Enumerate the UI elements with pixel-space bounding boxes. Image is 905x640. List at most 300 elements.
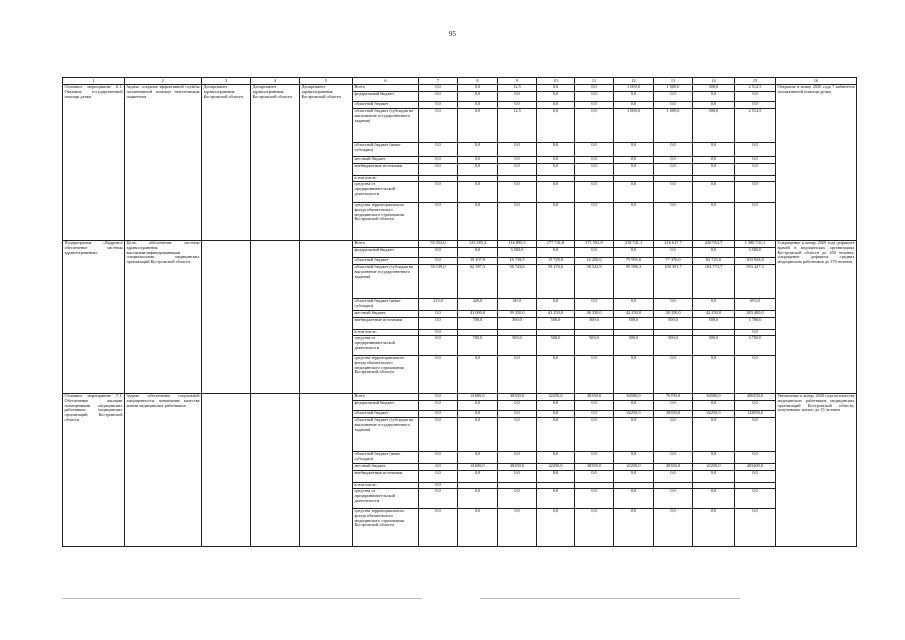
year-amount-cell: 0,0: [654, 248, 693, 258]
table-row: [63, 394, 857, 401]
year-amount-cell: 0,0: [575, 299, 614, 311]
year-amount-cell: 0,0: [537, 418, 575, 452]
total-amount-cell: 0,0: [735, 489, 776, 509]
funding-source-cell: в том числе:: [353, 483, 419, 489]
year-amount-cell: 0,0: [537, 489, 575, 509]
funding-source-cell: федеральный бюджет: [353, 248, 419, 258]
year-amount-cell: 0,0: [419, 143, 458, 157]
year-amount-cell: 0,0: [537, 356, 575, 394]
year-amount-cell: 0,0: [458, 85, 498, 92]
year-amount-cell: 0,0: [419, 203, 458, 241]
year-amount-cell: 1 000,0: [654, 109, 693, 143]
funding-source-cell: Всего: [353, 394, 419, 401]
year-amount-cell: 0,0: [693, 452, 735, 464]
year-amount-cell: 500,0: [693, 318, 735, 330]
year-amount-cell: 15 729,9: [537, 258, 575, 265]
year-amount-cell: 0,0: [575, 203, 614, 241]
funding-source-cell: федеральный бюджет: [353, 401, 419, 411]
year-amount-cell: 0,0: [419, 330, 458, 336]
year-amount-cell: 0,0: [537, 102, 575, 109]
year-amount-cell: 0,0: [419, 336, 458, 356]
year-amount-cell: 0,0: [575, 92, 614, 102]
year-amount-cell: 0,0: [498, 92, 537, 102]
year-amount-cell: 0,0: [575, 102, 614, 109]
year-amount-cell: 0,0: [498, 164, 537, 176]
year-amount-cell: 42 250,0: [693, 311, 735, 318]
year-amount-cell: 0,0: [654, 356, 693, 394]
year-amount-cell: 0,0: [614, 299, 654, 311]
year-amount-cell: 42 250,0: [614, 311, 654, 318]
year-amount-cell: 0,0: [458, 157, 498, 164]
year-amount-cell: 0,0: [419, 92, 458, 102]
year-amount-cell: 12,5: [498, 109, 537, 143]
total-amount-cell: 303 923,8: [735, 258, 776, 265]
funding-source-cell: областной бюджет (иные субсидии): [353, 452, 419, 464]
year-amount-cell: 500,0: [498, 318, 537, 330]
year-amount-cell: 0,0: [693, 92, 735, 102]
year-amount-cell: 0,0: [693, 248, 735, 258]
year-amount-cell: 0,0: [458, 411, 498, 418]
column-number: 2: [125, 78, 202, 85]
year-amount-cell: 55 139,0: [419, 265, 458, 299]
year-amount-cell: 75 995,0: [614, 258, 654, 265]
year-amount-cell: 38350,0: [654, 411, 693, 418]
responsible-executor-cell: [202, 241, 251, 394]
year-amount-cell: 700,0: [458, 336, 498, 356]
expected-result-cell: Увеличение к концу 2020 года количества медицинских работников медицинских организаций Костромской области, получивших жилье, до 15 человек: [776, 394, 857, 547]
year-amount-cell: 0,0: [458, 109, 498, 143]
year-amount-cell: 0,0: [654, 401, 693, 411]
year-amount-cell: 0,0: [575, 164, 614, 176]
year-amount-cell: 0,0: [693, 143, 735, 157]
year-amount-cell: 0,0: [458, 102, 498, 109]
year-amount-cell: 0,0: [693, 489, 735, 509]
year-amount-cell: 500,0: [614, 318, 654, 330]
measure-name-cell: Основное мероприятие 6.1. Оказание государственной помощи детям: [63, 85, 125, 241]
year-amount-cell: 0,0: [419, 483, 458, 489]
year-amount-cell: 0,0: [614, 356, 654, 394]
year-amount-cell: 0,0: [654, 203, 693, 241]
co-executor-cell: [251, 394, 300, 547]
year-amount-cell: 38 350,0: [654, 311, 693, 318]
year-amount-cell: 0,0: [458, 489, 498, 509]
year-amount-cell: 0,0: [614, 92, 654, 102]
year-amount-cell: 123 385,3: [458, 241, 498, 248]
total-amount-cell: 3 700,0: [735, 336, 776, 356]
total-amount-cell: 693,0: [735, 299, 776, 311]
year-amount-cell: 500,0: [693, 85, 735, 92]
year-amount-cell: 500,0: [654, 318, 693, 330]
year-amount-cell: 0,0: [537, 401, 575, 411]
year-amount-cell: 82 725,0: [693, 258, 735, 265]
year-amount-cell: 0,0: [614, 452, 654, 464]
total-amount-cell: 0,0: [735, 92, 776, 102]
table-row: [63, 241, 857, 248]
funding-source-cell: местный бюджет: [353, 464, 419, 471]
year-amount-cell: 100 391,7: [654, 265, 693, 299]
year-amount-cell: 0,0: [419, 109, 458, 143]
year-amount-cell: 12,5: [498, 85, 537, 92]
year-amount-cell: 0,0: [575, 489, 614, 509]
funding-source-cell: Всего: [353, 85, 419, 92]
year-amount-cell: 500,0: [654, 336, 693, 356]
year-amount-cell: 0,0: [693, 102, 735, 109]
year-amount-cell: 0,0: [498, 452, 537, 464]
column-number: 12: [614, 78, 654, 85]
table-row: [63, 85, 857, 92]
year-amount-cell: 230 954,7: [693, 241, 735, 248]
year-amount-cell: 171 592,9: [575, 241, 614, 248]
year-amount-cell: 0,0: [498, 157, 537, 164]
year-amount-cell: 0,0: [693, 356, 735, 394]
year-amount-cell: 420,0: [458, 299, 498, 311]
year-amount-cell: 0,0: [654, 452, 693, 464]
year-amount-cell: 0,0: [537, 299, 575, 311]
funding-source-cell: средства от предпринимательской деятельности: [353, 336, 419, 356]
column-number: 9: [498, 78, 537, 85]
total-amount-cell: 122850,0: [735, 411, 776, 418]
column-number: 3: [202, 78, 251, 85]
year-amount-cell: 0,0: [458, 509, 498, 547]
total-amount-cell: 406250,0: [735, 394, 776, 401]
year-amount-cell: 42250,0: [614, 411, 654, 418]
column-number: 1: [63, 78, 125, 85]
total-amount-cell: 0,0: [735, 203, 776, 241]
year-amount-cell: 0,0: [498, 411, 537, 418]
year-amount-cell: 0,0: [458, 471, 498, 483]
total-amount-cell: 0,0: [735, 418, 776, 452]
year-amount-cell: 216 617,7: [654, 241, 693, 248]
column-number: 16: [776, 78, 857, 85]
funding-source-cell: областной бюджет (субсидия на выполнение государственного задания): [353, 418, 419, 452]
year-amount-cell: 500,0: [575, 318, 614, 330]
year-amount-cell: 56 743,6: [498, 265, 537, 299]
funding-source-cell: местный бюджет: [353, 157, 419, 164]
year-amount-cell: 0,0: [498, 143, 537, 157]
year-amount-cell: 0,0: [419, 411, 458, 418]
year-amount-cell: 0,0: [419, 102, 458, 109]
funding-source-cell: областной бюджет (иные субсидии): [353, 143, 419, 157]
year-amount-cell: 0,0: [537, 143, 575, 157]
funding-source-cell: средства от предпринимательской деятельности: [353, 182, 419, 203]
funding-source-cell: областной бюджет: [353, 102, 419, 109]
table-body: [63, 85, 857, 547]
column-number: 7: [419, 78, 458, 85]
year-amount-cell: 0,0: [458, 92, 498, 102]
funding-source-cell: средства территориального фонда обязательного медицинского страхования Костромской области: [353, 203, 419, 241]
year-amount-cell: 38350,0: [654, 464, 693, 471]
year-amount-cell: 38 350,0: [575, 311, 614, 318]
total-amount-cell: 0,0: [735, 509, 776, 547]
year-amount-cell: 0,0: [575, 143, 614, 157]
year-amount-cell: 0,0: [537, 85, 575, 92]
year-amount-cell: 0,0: [575, 109, 614, 143]
total-amount-cell: 2 512,5: [735, 109, 776, 143]
year-amount-cell: 0,0: [537, 182, 575, 203]
total-amount-cell: 0,0: [735, 401, 776, 411]
column-number: 13: [654, 78, 693, 85]
year-amount-cell: 0,0: [575, 411, 614, 418]
total-amount-cell: 283400,0: [735, 464, 776, 471]
year-amount-cell: 0,0: [419, 509, 458, 547]
total-amount-cell: 0,0: [735, 452, 776, 464]
co-executor-cell: Департамент здравоохранения Костромской области: [251, 85, 300, 241]
year-amount-cell: 0,0: [537, 509, 575, 547]
year-amount-cell: 0,0: [537, 452, 575, 464]
year-amount-cell: 500,0: [537, 318, 575, 330]
participant-cell: Департамент здравоохранения Костромской области: [300, 85, 353, 241]
total-amount-cell: 2 512,5: [735, 85, 776, 92]
year-amount-cell: 0,0: [614, 471, 654, 483]
total-amount-cell: 593 427,3: [735, 265, 776, 299]
column-number: 8: [458, 78, 498, 85]
year-amount-cell: 0,0: [614, 248, 654, 258]
year-amount-cell: 500,0: [498, 336, 537, 356]
measure-goal-cell: Задача: создание эффективной службы паллиативной помощи неизлечимым пациентам: [125, 85, 202, 241]
year-amount-cell: 0,0: [693, 509, 735, 547]
year-amount-cell: 0,0: [458, 248, 498, 258]
year-amount-cell: 42250,0: [693, 411, 735, 418]
year-amount-cell: 0,0: [693, 418, 735, 452]
year-amount-cell: 0,0: [419, 164, 458, 176]
year-amount-cell: 55 352,0: [419, 241, 458, 248]
year-amount-cell: 77 376,0: [654, 258, 693, 265]
year-amount-cell: 41 000,0: [458, 311, 498, 318]
year-amount-cell: 0,0: [458, 143, 498, 157]
year-amount-cell: 41600,0: [458, 394, 498, 401]
year-amount-cell: 218 741,1: [614, 241, 654, 248]
year-amount-cell: 19 107,9: [458, 258, 498, 265]
year-amount-cell: 0,0: [537, 157, 575, 164]
year-amount-cell: 0,0: [693, 299, 735, 311]
column-number: 11: [575, 78, 614, 85]
year-amount-cell: 0,0: [458, 356, 498, 394]
year-amount-cell: 1 000,0: [654, 85, 693, 92]
year-amount-cell: 1 000,0: [614, 109, 654, 143]
year-amount-cell: 0,0: [614, 203, 654, 241]
expected-result-cell: Открытие в конце 2020 года 7 кабинетов паллиативной помощи детям: [776, 85, 857, 241]
year-amount-cell: 500,0: [693, 336, 735, 356]
year-amount-cell: 41600,0: [458, 464, 498, 471]
year-amount-cell: 42250,0: [537, 464, 575, 471]
year-amount-cell: 0,0: [537, 164, 575, 176]
year-amount-cell: 0,0: [498, 471, 537, 483]
year-amount-cell: 41 250,0: [537, 311, 575, 318]
year-amount-cell: 0,0: [419, 248, 458, 258]
year-amount-cell: 0,0: [458, 203, 498, 241]
funding-source-cell: средства территориального фонда обязательного медицинского страхования Костромской области: [353, 509, 419, 547]
year-amount-cell: 59 270,6: [537, 265, 575, 299]
year-amount-cell: 0,0: [575, 401, 614, 411]
year-amount-cell: 60,0: [498, 299, 537, 311]
year-amount-cell: 1 000,0: [614, 85, 654, 92]
year-amount-cell: 0,0: [419, 464, 458, 471]
year-amount-cell: 0,0: [575, 452, 614, 464]
funding-source-cell: областной бюджет (иные субсидии): [353, 299, 419, 311]
measure-goal-cell: Задача: обеспечение социальной защищенности, повышение качества жизни медицинских работников: [125, 394, 202, 547]
year-amount-cell: 84500,0: [614, 394, 654, 401]
column-number-row: [63, 78, 857, 85]
year-amount-cell: 84500,0: [693, 394, 735, 401]
year-amount-cell: 95 996,3: [614, 265, 654, 299]
funding-source-cell: федеральный бюджет: [353, 92, 419, 102]
year-amount-cell: 0,0: [575, 356, 614, 394]
funding-source-cell: областной бюджет (субсидия на выполнение государственного задания): [353, 109, 419, 143]
year-amount-cell: 0,0: [614, 489, 654, 509]
funding-source-cell: областной бюджет: [353, 411, 419, 418]
year-amount-cell: 0,0: [575, 85, 614, 92]
year-amount-cell: 0,0: [575, 248, 614, 258]
year-amount-cell: 0,0: [575, 182, 614, 203]
year-amount-cell: 42250,0: [693, 464, 735, 471]
year-amount-cell: 38350,0: [575, 394, 614, 401]
year-amount-cell: 0,0: [693, 182, 735, 203]
year-amount-cell: 0,0: [498, 401, 537, 411]
funding-source-cell: внебюджетные источники: [353, 164, 419, 176]
scan-artifact: [480, 598, 740, 599]
year-amount-cell: 42250,0: [537, 394, 575, 401]
year-amount-cell: 0,0: [614, 401, 654, 411]
year-amount-cell: 0,0: [654, 509, 693, 547]
year-amount-cell: 0,0: [458, 452, 498, 464]
year-amount-cell: 0,0: [614, 143, 654, 157]
expected-result-cell: Сокращение к концу 2020 года дефицита врачей в медицинских организациях Костромской области до 450 человек, сокращение дефицита средних медицинских работников до 370 человек: [776, 241, 857, 394]
year-amount-cell: 0,0: [654, 489, 693, 509]
column-number: 5: [300, 78, 353, 85]
year-amount-cell: 700,0: [458, 318, 498, 330]
measure-name-cell: Подпрограмма «Кадровое обеспечение системы здравоохранения»: [63, 241, 125, 394]
funding-source-cell: Всего: [353, 241, 419, 248]
year-amount-cell: 62 587,3: [458, 265, 498, 299]
year-amount-cell: 0,0: [693, 203, 735, 241]
year-amount-cell: 0,0: [654, 299, 693, 311]
year-amount-cell: 3 500,0: [498, 248, 537, 258]
total-amount-cell: 3 500,0: [735, 248, 776, 258]
year-amount-cell: 0,0: [537, 109, 575, 143]
year-amount-cell: 0,0: [419, 85, 458, 92]
year-amount-cell: 500,0: [693, 109, 735, 143]
year-amount-cell: 0,0: [654, 157, 693, 164]
measure-name-cell: Основное мероприятие 7.1. Обеспечение жилыми помещениями медицинских работников медицинских организаций Костромской области: [63, 394, 125, 547]
year-amount-cell: 0,0: [614, 157, 654, 164]
year-amount-cell: 0,0: [693, 401, 735, 411]
year-amount-cell: 0,0: [537, 92, 575, 102]
year-amount-cell: 0,0: [498, 356, 537, 394]
column-number: 10: [537, 78, 575, 85]
year-amount-cell: 0,0: [498, 203, 537, 241]
year-amount-cell: 0,0: [537, 248, 575, 258]
year-amount-cell: 0,0: [654, 92, 693, 102]
year-amount-cell: 0,0: [498, 489, 537, 509]
year-amount-cell: 0,0: [419, 318, 458, 330]
funding-source-cell: областной бюджет: [353, 258, 419, 265]
year-amount-cell: 38350,0: [575, 464, 614, 471]
year-amount-cell: 0,0: [614, 182, 654, 203]
year-amount-cell: 0,0: [614, 509, 654, 547]
funding-source-cell: внебюджетные источники: [353, 471, 419, 483]
year-amount-cell: 0,0: [654, 102, 693, 109]
year-amount-cell: 0,0: [419, 471, 458, 483]
year-amount-cell: 0,0: [419, 418, 458, 452]
year-amount-cell: 0,0: [614, 164, 654, 176]
responsible-executor-cell: [202, 394, 251, 547]
year-amount-cell: 0,0: [575, 471, 614, 483]
year-amount-cell: 0,0: [537, 411, 575, 418]
year-amount-cell: 39 350,0: [498, 311, 537, 318]
total-amount-cell: 0,0: [735, 143, 776, 157]
year-amount-cell: 0,0: [654, 164, 693, 176]
total-amount-cell: 3 700,0: [735, 318, 776, 330]
year-amount-cell: 0,0: [458, 182, 498, 203]
column-number: 4: [251, 78, 300, 85]
funding-source-cell: средства территориального фонда обязательного медицинского страхования Костромской области: [353, 356, 419, 394]
column-number: 15: [735, 78, 776, 85]
funding-source-cell: внебюджетные источники: [353, 318, 419, 330]
responsible-executor-cell: Департамент здравоохранения Костромской области: [202, 85, 251, 241]
year-amount-cell: 38350,0: [498, 464, 537, 471]
year-amount-cell: 213,0: [419, 299, 458, 311]
year-amount-cell: 42250,0: [614, 464, 654, 471]
year-amount-cell: 0,0: [537, 203, 575, 241]
year-amount-cell: 0,0: [537, 471, 575, 483]
funding-source-cell: в том числе:: [353, 330, 419, 336]
column-number: 6: [353, 78, 419, 85]
year-amount-cell: 0,0: [575, 418, 614, 452]
year-amount-cell: 0,0: [614, 418, 654, 452]
year-amount-cell: 0,0: [693, 164, 735, 176]
year-amount-cell: 76700,0: [654, 394, 693, 401]
year-amount-cell: 0,0: [693, 471, 735, 483]
program-funding-table: [62, 77, 857, 547]
year-amount-cell: 0,0: [419, 258, 458, 265]
year-amount-cell: 0,0: [419, 489, 458, 509]
year-amount-cell: 16 250,0: [575, 258, 614, 265]
funding-source-cell: местный бюджет: [353, 311, 419, 318]
year-amount-cell: 0,0: [458, 164, 498, 176]
measure-goal-cell: Цель: обеспечение системы здравоохранения высококвалифицированными специалистами медицинских организаций Костромской области: [125, 241, 202, 394]
total-amount-cell: 0,0: [735, 182, 776, 203]
page-number: 95: [449, 30, 456, 38]
year-amount-cell: 0,0: [654, 471, 693, 483]
column-number: 14: [693, 78, 735, 85]
year-amount-cell: 0,0: [575, 157, 614, 164]
total-amount-cell: 0,0: [735, 102, 776, 109]
year-amount-cell: 38350,0: [498, 394, 537, 401]
year-amount-cell: 0,0: [654, 143, 693, 157]
year-amount-cell: 500,0: [537, 336, 575, 356]
total-amount-cell: 1 380 741,1: [735, 241, 776, 248]
total-amount-cell: 0,0: [735, 164, 776, 176]
year-amount-cell: 104 773,7: [693, 265, 735, 299]
year-amount-cell: 0,0: [498, 182, 537, 203]
funding-source-cell: областной бюджет (субсидия на выполнение государственного задания): [353, 265, 419, 299]
year-amount-cell: 0,0: [654, 182, 693, 203]
year-amount-cell: 58 522,9: [575, 265, 614, 299]
participant-cell: [300, 394, 353, 547]
year-amount-cell: 0,0: [498, 418, 537, 452]
year-amount-cell: 0,0: [498, 102, 537, 109]
year-amount-cell: 0,0: [614, 102, 654, 109]
scan-artifact: [62, 598, 422, 599]
total-amount-cell: 0,0: [735, 330, 776, 336]
year-amount-cell: 0,0: [575, 509, 614, 547]
year-amount-cell: 0,0: [654, 418, 693, 452]
year-amount-cell: 0,0: [419, 356, 458, 394]
total-amount-cell: 0,0: [735, 471, 776, 483]
year-amount-cell: 500,0: [575, 336, 614, 356]
year-amount-cell: 177 741,8: [537, 241, 575, 248]
year-amount-cell: 500,0: [614, 336, 654, 356]
